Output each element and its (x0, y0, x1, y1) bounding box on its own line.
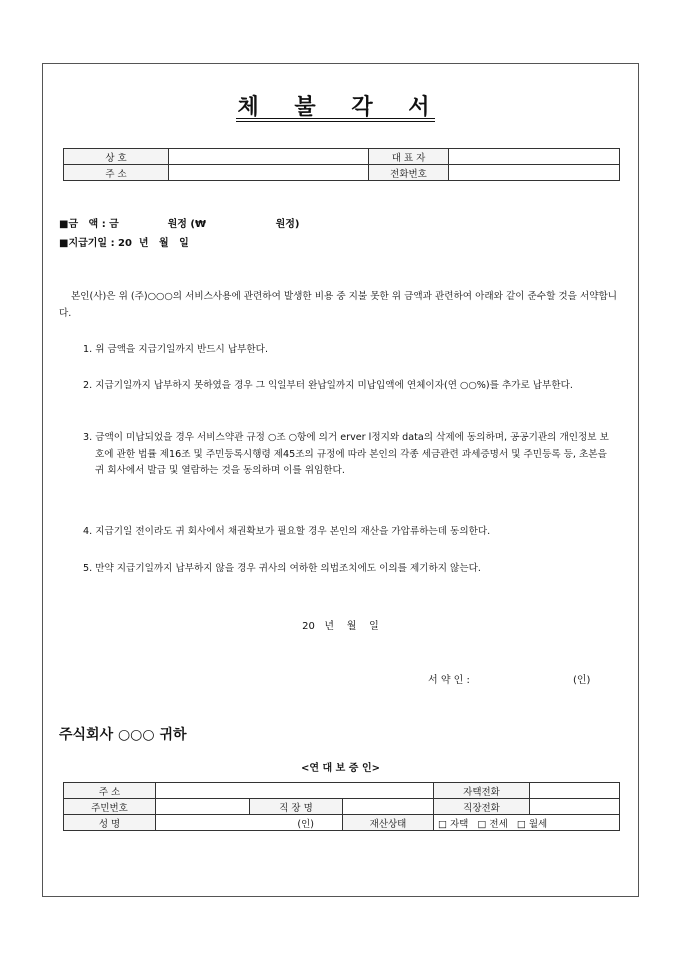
label-guarantor-name: 성 명 (64, 815, 156, 831)
label-work-phone: 직장전화 (434, 799, 530, 815)
phone-field[interactable] (449, 165, 620, 181)
label-workplace: 직 장 명 (250, 799, 343, 815)
guarantor-address-field[interactable] (156, 783, 434, 799)
label-property-status: 재산상태 (343, 815, 434, 831)
clause-5: 5. 만약 지급기일까지 납부하지 않을 경우 귀사의 여하한 의법조치에도 이의를 제기하지 않는다. (83, 563, 481, 574)
guarantor-table (63, 782, 620, 831)
clause-4: 4. 지급기일 전이라도 귀 회사에서 채권확보가 필요할 경우 본인의 재산을 가압류하는데 동의한다. (83, 526, 491, 537)
document-page (42, 63, 639, 897)
table-row (64, 799, 620, 815)
table-row (64, 149, 620, 165)
table-row (64, 783, 620, 799)
clause-3: 3. 금액이 미납되었을 경우 서비스약관 규정 ○조 ○항에 의거 erver l정지와 data의 삭제에 동의하며, 공공기관의 개인정보 보호에 관한 법률 제16조 및 주민등록시행령 제45조의 규정에 따라 본인의 각종 세금관련 과세증명서 및 주민등록 등, 초본을 귀 회사에서 발급 및 열람하는 것을 동의하며 이를 위임한다. (83, 432, 609, 476)
label-address: 주 소 (64, 165, 169, 181)
signer-label: 서 약 인 : (428, 675, 470, 686)
label-guarantor-address: 주 소 (64, 783, 156, 799)
resident-number-field[interactable] (156, 799, 250, 815)
document-title: 체 불 각 서 (237, 94, 444, 120)
clause-2: 2. 지급기일까지 납부하지 못하였을 경우 그 익일부터 완납일까지 미납입액에 연체이자(연 ○○%)를 추가로 납부한다. (83, 380, 573, 391)
workplace-field[interactable] (343, 799, 434, 815)
table-row (64, 165, 620, 181)
property-status-options[interactable]: □ 자택 □ 전세 □ 월세 (434, 815, 620, 831)
title-underline (236, 118, 435, 119)
company-info-table (63, 148, 620, 181)
intro-paragraph: 본인(사)은 위 (주)○○○의 서비스사용에 관련하여 발생한 비용 중 지불 못한 위 금액과 관련하여 아래와 같이 준수할 것을 서약합니다. (59, 291, 618, 319)
label-company-name: 상 호 (64, 149, 169, 165)
sign-date: 20 년 월 일 (302, 621, 379, 632)
guarantor-title: <연 대 보 증 인> (301, 763, 380, 774)
home-phone-field[interactable] (530, 783, 620, 799)
representative-field[interactable] (449, 149, 620, 165)
work-phone-field[interactable] (530, 799, 620, 815)
label-representative: 대 표 자 (369, 149, 449, 165)
addressee: 주식회사 ○○○ 귀하 (59, 727, 187, 743)
seal-mark: (인) (573, 675, 591, 686)
title-underline-double (236, 121, 435, 122)
label-phone: 전화번호 (369, 165, 449, 181)
due-date-line: ■지급기일 : 20 년 월 일 (59, 238, 189, 249)
guarantor-name-field[interactable]: (인) (156, 815, 343, 831)
address-field[interactable] (169, 165, 369, 181)
label-home-phone: 자택전화 (434, 783, 530, 799)
table-row (64, 815, 620, 831)
company-name-field[interactable] (169, 149, 369, 165)
amount-line: ■금 액 : 금 원정 (₩ 원정) (59, 219, 300, 230)
clause-1: 1. 위 금액을 지급기일까지 반드시 납부한다. (83, 344, 268, 355)
label-resident-number: 주민번호 (64, 799, 156, 815)
